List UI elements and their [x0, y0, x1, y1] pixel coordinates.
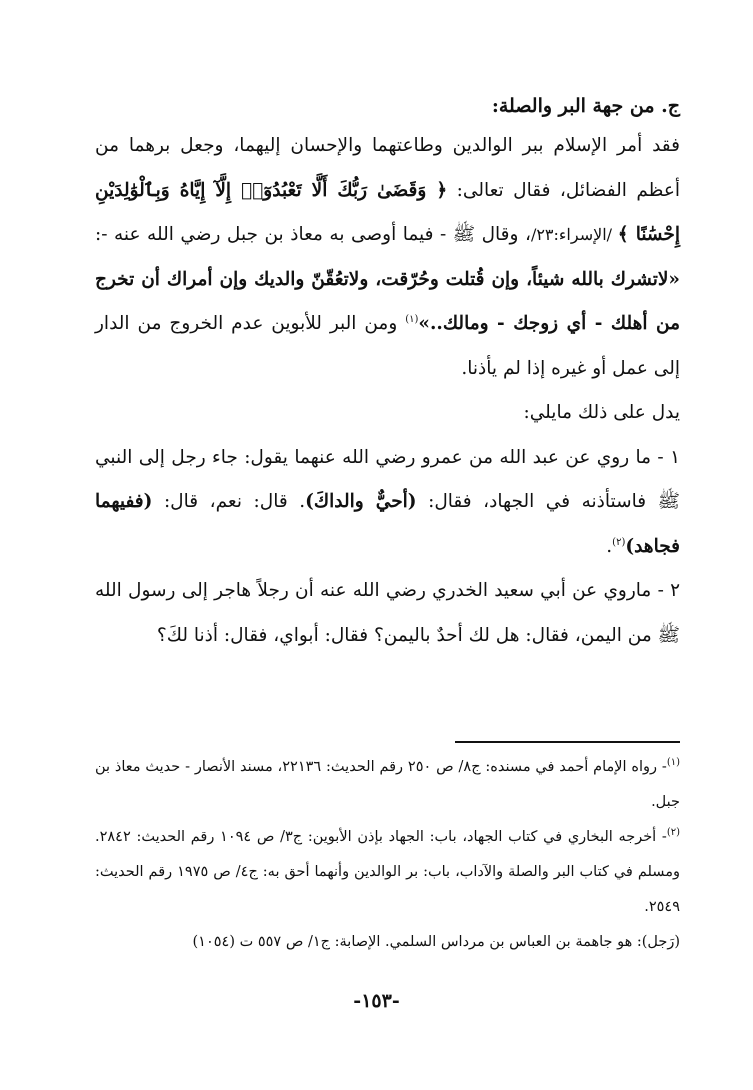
footnote-1-text: - رواه الإمام أحمد في مسنده: ج٨/ ص ٢٥٠ رقم الحديث: ٢٢١٣٦، مسند الأنصار - حديث معاذ بن جبل.: [95, 759, 680, 810]
intro-text-1: فقد أمر الإسلام ببر الوالدين وطاعتهما والإحسان إليهما، وجعل برهما من أعظم الفضائل، فقال تعالى:: [95, 135, 680, 201]
item1-quote-1: (أحيٌّ والداكَ): [305, 491, 417, 512]
intro-text-3: ومن البر للأبوين عدم الخروج من الدار إلى عمل أو غيره إذا لم يأذنا.: [95, 313, 680, 379]
footnote-3: [95, 925, 680, 960]
item1-quote-2: (ففيهما فجاهد): [95, 491, 680, 557]
evidence-intro: يدل على ذلك مايلي:: [523, 402, 680, 423]
item1-end: .: [606, 535, 613, 557]
item1-text-2: . قال: نعم، قال:: [152, 491, 306, 512]
verse-reference: /الإسراء:٢٣/: [530, 225, 618, 244]
page-body: [95, 88, 680, 658]
footnote-1: [95, 750, 680, 820]
footnotes: [95, 750, 680, 960]
item1-text: ١ - ما روي عن عبد الله من عمرو رضي الله عنهما يقول: جاء رجل إلى النبي ﷺ فاستأذنه في الجهاد، فقال:: [95, 446, 680, 512]
evidence-item-1: [95, 436, 680, 570]
footnote-marker-2: (٢): [612, 536, 626, 548]
section-heading: ج. من جهة البر والصلة:: [491, 95, 680, 117]
footnote-3-text: (رَجل): هو جاهمة بن العباس بن مرداس السلمي. الإصابة: ج١/ ص ٥٥٧ ت (١٠٥٤): [192, 934, 680, 950]
intro-text-2: ، وقال ﷺ - فيما أوصى به معاذ بن جبل رضي الله عنه -:: [95, 224, 531, 245]
quran-verse: ﴿ وَقَضَىٰ رَبُّكَ أَلَّا تَعْبُدُوٓا۟ إِلَّآ إِيَّاهُ وَبِٱلْوَٰلِدَيْنِ إِحْسَٰنًا ﴾: [95, 179, 681, 245]
footnote-divider: [455, 741, 680, 743]
footnote-1-number: (١): [666, 757, 680, 769]
footnote-2-text: - أخرجه البخاري في كتاب الجهاد، باب: الجهاد بإذن الأبوين: ج٣/ ص ١٠٩٤ رقم الحديث: ٢٨٤٢. ومسلم في كتاب البر والصلة والآداب، باب: بر الوالدين وأنهما أحق به: ج٤/ ص ١٩٧٥ رقم الحديث: ٢٥٤٩.: [95, 829, 680, 915]
page-number: -١٥٣-: [353, 990, 400, 1012]
hadith-quote: «لاتشرك بالله شيئاً، وإن قُتلت وحُرّقت، ولاتعُقّنّ والديك وإن أمراك أن تخرج من أهلك - أي زوجك - ومالك..»: [95, 268, 680, 334]
footnote-marker-1: (١): [405, 313, 419, 325]
intro-paragraph: [95, 124, 680, 391]
evidence-item-2: ٢ - ماروي عن أبي سعيد الخدري رضي الله عنه أن رجلاً هاجر إلى رسول الله ﷺ من اليمن، فقال: هل لك أحدٌ باليمن؟ فقال: أبواي، فقال: أذنا لكَ؟: [95, 580, 680, 646]
footnote-2-number: (٢): [666, 827, 680, 839]
footnote-2: [95, 820, 680, 925]
